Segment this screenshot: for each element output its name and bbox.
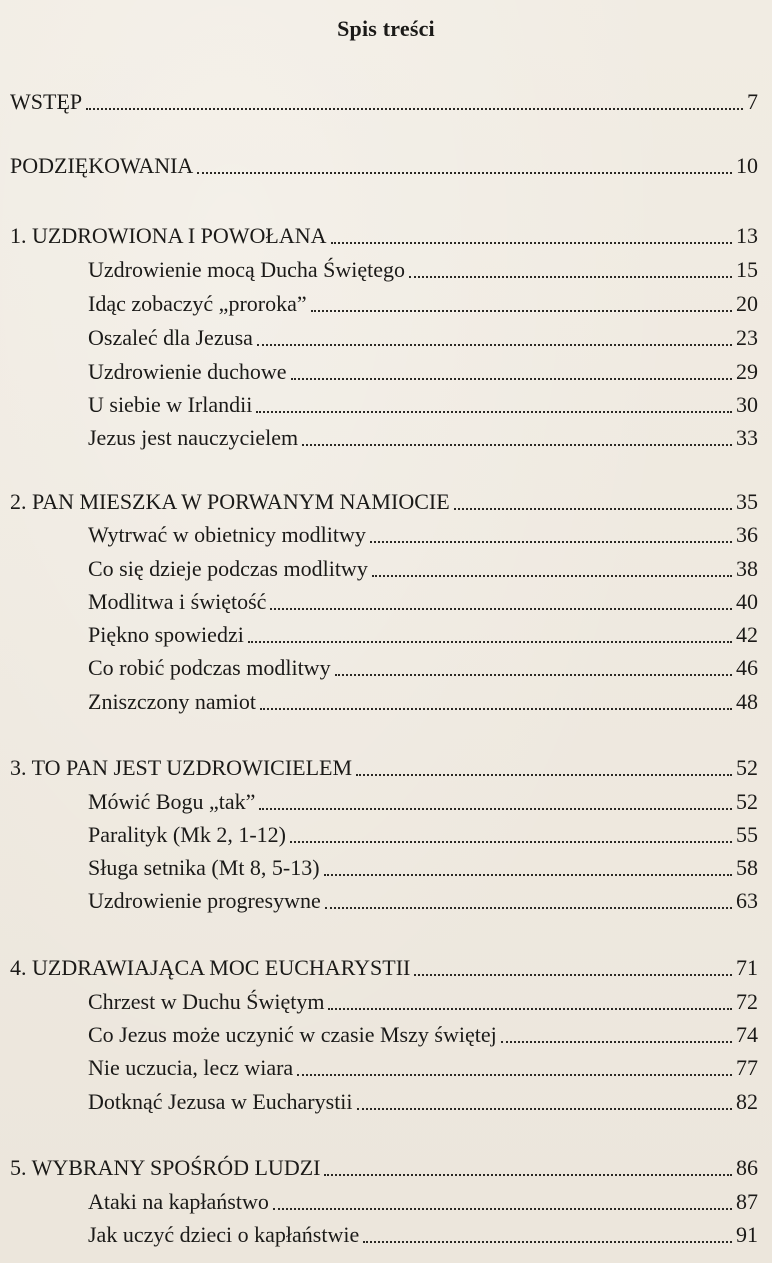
toc-chapter-3[interactable]: [0, 748, 772, 782]
toc-entry-page: 7: [747, 89, 758, 114]
dot-leader: [370, 541, 732, 543]
toc-entry-label: PODZIĘKOWANIA: [10, 153, 194, 178]
toc-entry-label: 4. UZDRAWIAJĄCA MOC EUCHARYSTII: [10, 955, 411, 980]
toc-chapter-5[interactable]: [0, 1148, 772, 1182]
toc-entry-page: 40: [736, 589, 758, 614]
toc-entry-page: 46: [736, 655, 758, 680]
toc-subentry[interactable]: [0, 250, 772, 284]
dot-leader: [324, 1174, 732, 1176]
toc-subentry[interactable]: [0, 385, 772, 419]
toc-entry-page: 23: [736, 325, 758, 350]
toc-subentry[interactable]: [0, 418, 772, 452]
dot-leader: [256, 411, 732, 413]
toc-entry-page: 20: [736, 291, 758, 316]
dot-leader: [328, 1008, 732, 1010]
toc-entry-page: 15: [736, 257, 758, 282]
toc-entry-page: 77: [736, 1055, 758, 1080]
toc-entry-page: 30: [736, 392, 758, 417]
toc-entry-intro[interactable]: [0, 82, 772, 116]
dot-leader: [290, 841, 732, 843]
toc-entry-page: 29: [736, 359, 758, 384]
toc-subentry[interactable]: [0, 515, 772, 549]
dot-leader: [454, 508, 732, 510]
toc-entry-label: Sługa setnika (Mt 8, 5-13): [88, 855, 320, 880]
toc-chapter-2[interactable]: [0, 482, 772, 516]
toc-subentry[interactable]: [0, 682, 772, 716]
toc-subentry[interactable]: [0, 352, 772, 386]
toc-entry-page: 55: [736, 822, 758, 847]
toc-entry-label: WSTĘP: [10, 89, 83, 114]
toc-subentry[interactable]: [0, 1082, 772, 1116]
toc-entry-page: 63: [736, 888, 758, 913]
toc-entry-label: 5. WYBRANY SPOŚRÓD LUDZI: [10, 1155, 321, 1180]
toc-entry-label: Uzdrowienie progresywne: [88, 888, 321, 913]
toc-entry-acknowledgements[interactable]: [0, 146, 772, 180]
toc-entry-label: Co się dzieje podczas modlitwy: [88, 556, 368, 581]
toc-entry-page: 35: [736, 489, 758, 514]
dot-leader: [302, 444, 732, 446]
dot-leader: [409, 276, 732, 278]
dot-leader: [311, 310, 732, 312]
toc-entry-page: 71: [736, 955, 758, 980]
dot-leader: [325, 907, 732, 909]
toc-entry-page: 52: [736, 755, 758, 780]
toc-chapter-1[interactable]: [0, 216, 772, 250]
dot-leader: [260, 708, 732, 710]
dot-leader: [357, 1108, 732, 1110]
toc-entry-label: 2. PAN MIESZKA W PORWANYM NAMIOCIE: [10, 489, 450, 514]
toc-subentry[interactable]: [0, 815, 772, 849]
dot-leader: [197, 172, 732, 174]
toc-entry-page: 42: [736, 622, 758, 647]
toc-subentry[interactable]: [0, 284, 772, 318]
toc-subentry[interactable]: [0, 881, 772, 915]
toc-entry-page: 33: [736, 425, 758, 450]
dot-leader: [297, 1074, 732, 1076]
toc-entry-label: Chrzest w Duchu Świętym: [88, 989, 325, 1014]
toc-entry-label: Paralityk (Mk 2, 1-12): [88, 822, 286, 847]
toc-entry-page: 74: [736, 1022, 758, 1047]
toc-entry-label: Zniszczony namiot: [88, 689, 257, 714]
toc-subentry[interactable]: [0, 582, 772, 616]
toc-subentry[interactable]: [0, 615, 772, 649]
toc-chapter-4[interactable]: [0, 948, 772, 982]
toc-subentry[interactable]: [0, 1182, 772, 1216]
toc-entry-label: Dotknąć Jezusa w Eucharystii: [88, 1089, 353, 1114]
dot-leader: [414, 974, 732, 976]
toc-entry-page: 58: [736, 855, 758, 880]
toc-subentry[interactable]: [0, 982, 772, 1016]
toc-entry-label: 1. UZDROWIONA I POWOŁANA: [10, 223, 327, 248]
dot-leader: [86, 108, 743, 110]
toc-entry-page: 38: [736, 556, 758, 581]
dot-leader: [363, 1241, 732, 1243]
toc-entry-label: Piękno spowiedzi: [88, 622, 244, 647]
toc-entry-label: Nie uczucia, lecz wiara: [88, 1055, 294, 1080]
toc-subentry[interactable]: [0, 1215, 772, 1249]
toc-entry-label: 3. TO PAN JEST UZDROWICIELEM: [10, 755, 353, 780]
dot-leader: [331, 242, 732, 244]
toc-entry-page: 82: [736, 1089, 758, 1114]
toc-entry-label: Modlitwa i świętość: [88, 589, 267, 614]
toc-subentry[interactable]: [0, 1015, 772, 1049]
toc-entry-page: 48: [736, 689, 758, 714]
toc-entry-page: 13: [736, 223, 758, 248]
toc-entry-page: 52: [736, 789, 758, 814]
toc-entry-label: Jak uczyć dzieci o kapłaństwie: [88, 1222, 360, 1247]
dot-leader: [270, 608, 732, 610]
dot-leader: [248, 641, 732, 643]
toc-entry-label: U siebie w Irlandii: [88, 392, 253, 417]
toc-entry-label: Ataki na kapłaństwo: [88, 1189, 269, 1214]
toc-entry-label: Wytrwać w obietnicy modlitwy: [88, 522, 366, 547]
toc-entry-label: Co Jezus może uczynić w czasie Mszy świętej: [88, 1022, 497, 1047]
toc-subentry[interactable]: [0, 782, 772, 816]
toc-subentry[interactable]: [0, 1048, 772, 1082]
dot-leader: [259, 808, 732, 810]
toc-subentry[interactable]: [0, 648, 772, 682]
toc-entry-label: Idąc zobaczyć „proroka”: [88, 291, 307, 316]
dot-leader: [291, 378, 732, 380]
toc-entry-label: Uzdrowienie duchowe: [88, 359, 287, 384]
dot-leader: [356, 774, 732, 776]
dot-leader: [273, 1208, 732, 1210]
toc-entry-page: 36: [736, 522, 758, 547]
dot-leader: [324, 874, 732, 876]
toc-entry-label: Uzdrowienie mocą Ducha Świętego: [88, 257, 406, 282]
toc-subentry[interactable]: [0, 318, 772, 352]
page-title: Spis treści: [337, 16, 435, 41]
dot-leader: [372, 575, 732, 577]
toc-entry-page: 87: [736, 1189, 758, 1214]
toc-subentry[interactable]: [0, 848, 772, 882]
toc-entry-label: Oszaleć dla Jezusa: [88, 325, 253, 350]
toc-entry-page: 91: [736, 1222, 758, 1247]
toc-entry-label: Co robić podczas modlitwy: [88, 655, 331, 680]
dot-leader: [501, 1041, 732, 1043]
dot-leader: [257, 344, 732, 346]
toc-subentry[interactable]: [0, 549, 772, 583]
toc-entry-page: 10: [736, 153, 758, 178]
dot-leader: [335, 674, 732, 676]
toc-entry-label: Mówić Bogu „tak”: [88, 789, 256, 814]
toc-entry-page: 86: [736, 1155, 758, 1180]
toc-entry-label: Jezus jest nauczycielem: [88, 425, 299, 450]
toc-entry-page: 72: [736, 989, 758, 1014]
